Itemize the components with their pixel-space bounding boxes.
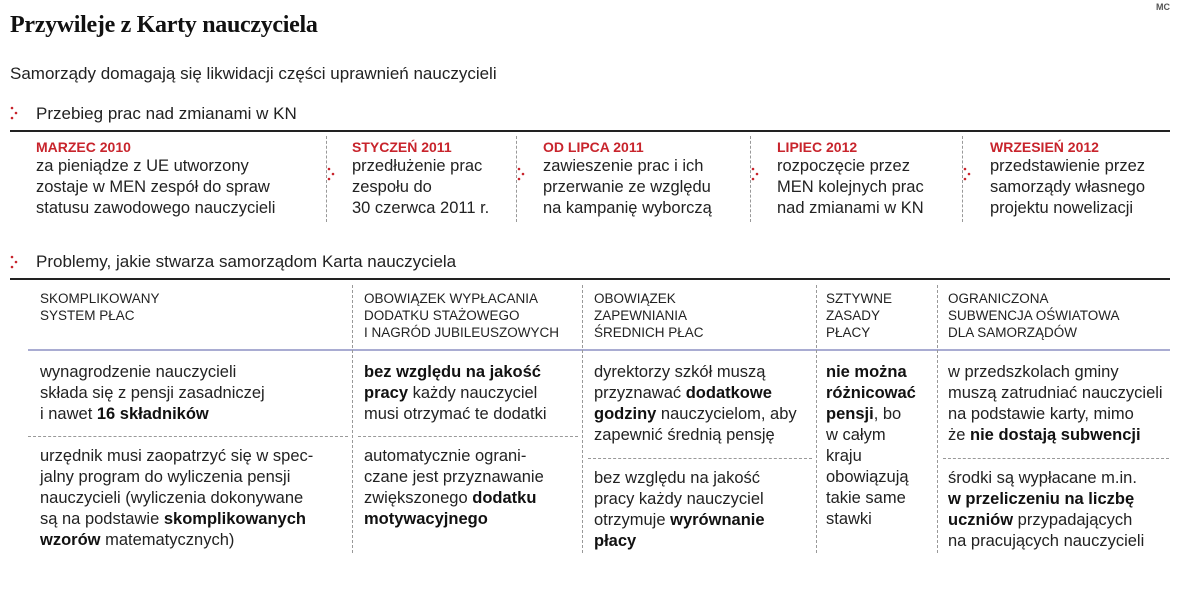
text-line — [826, 383, 944, 404]
column-heading-line: SKOMPLIKOWANY — [40, 291, 160, 306]
page-subtitle: Samorządy domagają się likwidacji części uprawnień nauczycieli — [10, 64, 497, 83]
timeline-line: przedłużenie prac — [352, 157, 483, 175]
timeline-line: 30 czerwca 2011 r. — [352, 199, 490, 217]
block-divider — [943, 458, 1169, 459]
column-heading — [40, 290, 345, 324]
column-heading — [594, 290, 814, 341]
bold-text: uczniów — [948, 511, 1014, 529]
text: są na podstawie — [40, 510, 164, 528]
problem-consequence — [594, 468, 824, 552]
text: przyznawać — [594, 384, 686, 402]
text-line — [594, 383, 824, 404]
text: wynagrodzenie nauczycieli — [40, 363, 237, 381]
text: jalny program do wyliczenia pensji — [40, 468, 291, 486]
column-divider — [816, 285, 817, 553]
text-line — [594, 425, 824, 446]
timeline-section-label: Przebieg prac nad zmianami w KN — [36, 104, 297, 123]
author-credit: MC — [1156, 2, 1170, 12]
bold-text: płacy — [594, 532, 637, 550]
text-line — [40, 509, 355, 530]
bold-text: wzorów — [40, 531, 101, 549]
timeline-text — [990, 156, 1180, 219]
timeline-line: rozpoczęcie przez — [777, 157, 910, 175]
text: kraju — [826, 447, 862, 465]
bold-text: motywacyjnego — [364, 510, 488, 528]
text: że — [948, 426, 971, 444]
bold-text: dodatkowe — [685, 384, 772, 402]
timeline-date: OD LIPCA 2011 — [543, 139, 644, 155]
bold-text: skomplikowanych — [163, 510, 306, 528]
problem-consequence — [948, 468, 1188, 552]
text-line — [948, 489, 1188, 510]
text: , bo — [873, 405, 902, 423]
text-line — [40, 488, 355, 509]
timeline-arrow-icon — [751, 167, 759, 181]
text: matematycznych) — [100, 531, 235, 549]
text-line — [40, 467, 355, 488]
column-heading-line: OBOWIĄZEK WYPŁACANIA — [364, 291, 539, 306]
text: otrzymuje — [594, 511, 671, 529]
text-line — [364, 446, 589, 467]
column-heading-line: PŁACY — [826, 325, 871, 340]
text-line — [826, 467, 944, 488]
column-heading-line: SUBWENCJA OŚWIATOWA — [948, 308, 1120, 323]
column-heading-line: DODATKU STAŻOWEGO — [364, 308, 520, 323]
column-heading — [364, 290, 579, 341]
text-line — [40, 446, 355, 467]
column-heading-line: I NAGRÓD JUBILEUSZOWYCH — [364, 325, 560, 340]
text-line — [948, 362, 1188, 383]
problem-description — [948, 362, 1188, 446]
problem-description — [826, 362, 944, 530]
timeline-line: na kampanię wyborczą — [543, 199, 712, 217]
text-line — [826, 446, 944, 467]
text: na pracujących nauczycieli — [948, 532, 1145, 550]
text-line — [594, 404, 824, 425]
header-divider — [28, 349, 1170, 351]
bold-text: godziny — [594, 405, 657, 423]
column-heading-line: OBOWIĄZEK — [594, 291, 676, 306]
text: nauczycielom, aby — [656, 405, 797, 423]
timeline-line: zawieszenie prac i ich — [543, 157, 704, 175]
timeline-line: przerwanie ze względu — [543, 178, 711, 196]
timeline-date: MARZEC 2010 — [36, 139, 131, 155]
text: musi otrzymać te dodatki — [364, 405, 547, 423]
text-line — [826, 488, 944, 509]
timeline-line: przedstawienie przez — [990, 157, 1145, 175]
problem-consequence — [364, 446, 589, 530]
text-line — [948, 510, 1188, 531]
text: urzędnik musi zaopatrzyć się w spec- — [40, 447, 314, 465]
text: pracy każdy nauczyciel — [594, 490, 764, 508]
text: stawki — [826, 510, 872, 528]
text-line — [826, 509, 944, 530]
timeline-text — [777, 156, 957, 219]
text-line — [948, 404, 1188, 425]
section-marker-icon — [10, 255, 18, 269]
column-heading-line: SZTYWNE — [826, 291, 892, 306]
text: środki są wypłacane m.in. — [948, 469, 1137, 487]
text: przypadających — [1013, 511, 1133, 529]
timeline-date: LIPIEC 2012 — [777, 139, 858, 155]
text: obowiązują — [826, 468, 909, 486]
text-line — [364, 488, 589, 509]
problems-top-rule — [10, 278, 1170, 280]
column-divider — [937, 285, 938, 553]
text: na podstawie karty, mimo — [948, 405, 1134, 423]
timeline-text — [543, 156, 748, 219]
text: zapewnić średnią pensję — [594, 426, 775, 444]
column-heading-line: OGRANICZONA — [948, 291, 1049, 306]
timeline-text — [36, 156, 326, 219]
column-heading-line: ZAPEWNIANIA — [594, 308, 688, 323]
text-line — [594, 468, 824, 489]
text-line — [364, 467, 589, 488]
text: każdy nauczyciel — [408, 384, 538, 402]
bold-text: pracy — [364, 384, 409, 402]
text-line — [594, 362, 824, 383]
timeline-line: MEN kolejnych prac — [777, 178, 924, 196]
text-line — [364, 404, 589, 425]
text-line — [948, 383, 1188, 404]
text-line — [40, 530, 355, 551]
timeline-line: samorządy własnego — [990, 178, 1145, 196]
problem-consequence — [40, 446, 355, 551]
text-line — [40, 383, 355, 404]
bold-text: nie dostają subwencji — [970, 426, 1141, 444]
text: w przedszkolach gminy — [948, 363, 1119, 381]
text: zwiększonego — [364, 489, 473, 507]
text-line — [40, 362, 355, 383]
text-line — [40, 404, 355, 425]
timeline-arrow-icon — [963, 167, 971, 181]
page-title: Przywileje z Karty nauczyciela — [10, 12, 318, 38]
text-line — [364, 362, 589, 383]
timeline-line: za pieniądze z UE utworzony — [36, 157, 249, 175]
text: składa się z pensji zasadniczej — [40, 384, 265, 402]
timeline-arrow-icon — [327, 167, 335, 181]
bold-text: bez względu na jakość — [364, 363, 541, 381]
bold-text: dodatku — [472, 489, 537, 507]
timeline-line: zostaje w MEN zespół do spraw — [36, 178, 270, 196]
text: bez względu na jakość — [594, 469, 761, 487]
timeline-arrow-icon — [517, 167, 525, 181]
block-divider — [28, 436, 348, 437]
text-line — [826, 425, 944, 446]
problems-section-label: Problemy, jakie stwarza samorządom Karta nauczyciela — [36, 252, 457, 271]
bold-text: wyrównanie — [670, 511, 765, 529]
text-line — [594, 489, 824, 510]
column-heading — [826, 290, 934, 341]
problem-description — [364, 362, 589, 425]
column-divider — [582, 285, 583, 553]
text-line — [594, 510, 824, 531]
timeline-date: WRZESIEŃ 2012 — [990, 139, 1099, 155]
block-divider — [358, 436, 578, 437]
bold-text: różnicować — [826, 384, 916, 402]
timeline-item — [36, 138, 326, 219]
block-divider — [588, 458, 812, 459]
text: czane jest przyznawanie — [364, 468, 544, 486]
text-line — [826, 404, 944, 425]
problem-description — [594, 362, 824, 446]
column-heading — [948, 290, 1178, 341]
timeline-date: STYCZEŃ 2011 — [352, 139, 452, 155]
text-line — [594, 531, 824, 552]
timeline-item — [990, 138, 1180, 219]
problem-description — [40, 362, 355, 425]
timeline-item — [543, 138, 748, 219]
bold-text: pensji — [826, 405, 874, 423]
text: nauczycieli (wyliczenia dokonywane — [40, 489, 304, 507]
text: i nawet — [40, 405, 97, 423]
column-heading-line: ŚREDNICH PŁAC — [594, 325, 704, 340]
section-marker-icon — [10, 106, 18, 120]
text-line — [948, 425, 1188, 446]
column-heading-line: SYSTEM PŁAC — [40, 308, 135, 323]
text: muszą zatrudniać nauczycieli — [948, 384, 1163, 402]
text: dyrektorzy szkół muszą — [594, 363, 766, 381]
timeline-text — [352, 156, 512, 219]
text-line — [948, 531, 1188, 552]
text-line — [826, 362, 944, 383]
timeline-line: nad zmianami w KN — [777, 199, 924, 217]
timeline-item — [777, 138, 957, 219]
bold-text: 16 składników — [96, 405, 209, 423]
column-heading-line: DLA SAMORZĄDÓW — [948, 325, 1078, 340]
text-line — [364, 383, 589, 404]
timeline-line: zespołu do — [352, 178, 432, 196]
timeline-top-rule — [10, 130, 1170, 132]
bold-text: nie można — [826, 363, 907, 381]
bold-text: w przeliczeniu na liczbę — [948, 490, 1135, 508]
column-heading-line: ZASADY — [826, 308, 881, 323]
text-line — [364, 509, 589, 530]
column-divider — [352, 285, 353, 553]
timeline-line: projektu nowelizacji — [990, 199, 1134, 217]
text: automatycznie ograni- — [364, 447, 527, 465]
text-line — [948, 468, 1188, 489]
timeline-line: statusu zawodowego nauczycieli — [36, 199, 276, 217]
timeline-item — [352, 138, 512, 219]
text: w całym — [826, 426, 886, 444]
text: takie same — [826, 489, 906, 507]
